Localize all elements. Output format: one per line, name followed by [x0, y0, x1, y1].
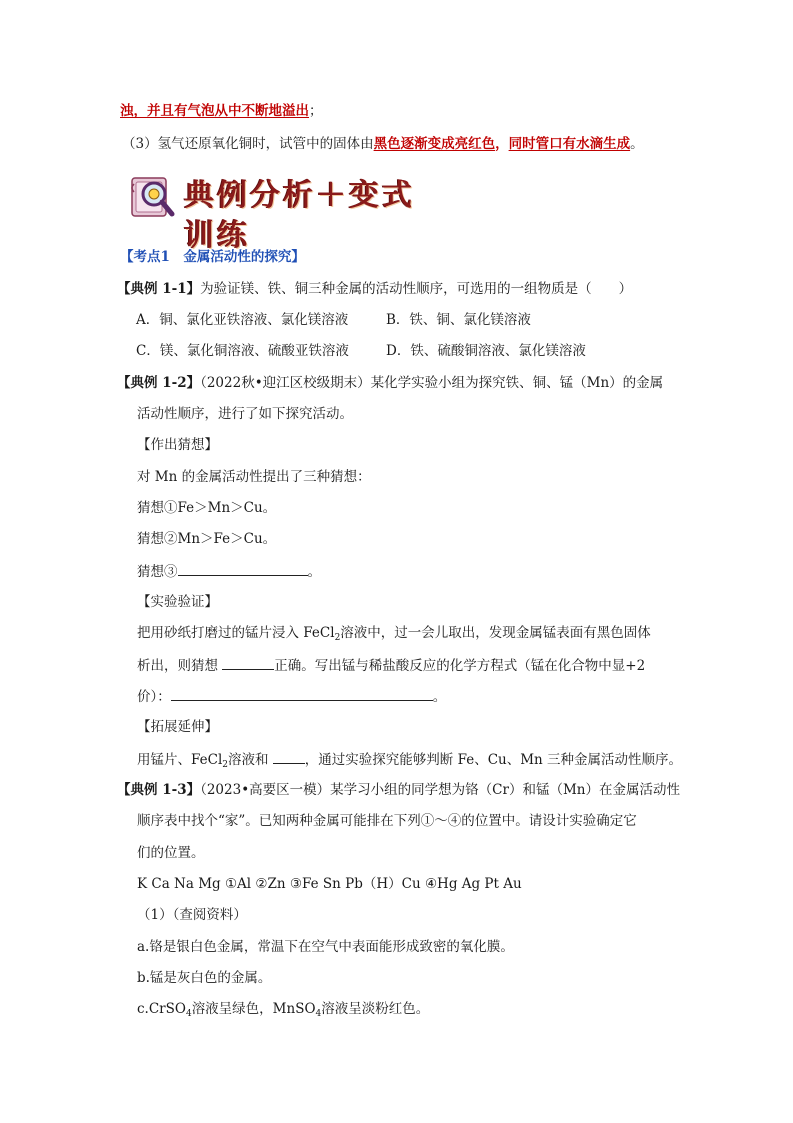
hypothesis-intro: 对 Mn 的金属活动性提出了三种猜想：: [137, 469, 371, 485]
heading-hypothesis: 【作出猜想】: [137, 437, 218, 453]
example-label: 【典例 1-3】: [117, 782, 201, 798]
option-d: D．铁、硫酸铜溶液、氯化镁溶液: [386, 343, 586, 359]
hypothesis-3: 猜想③ 。: [137, 561, 321, 582]
example-1-3-line-1: 【典例 1-3】（2023•高要区一模）某学习小组的同学想为铬（Cr）和锰（Mn）在金属活动性: [117, 782, 680, 798]
intro-line-2: （3）氢气还原氧化铜时，试管中的固体由黑色逐渐变成亮红色，同时管口有水滴生成。: [122, 136, 644, 152]
example-label: 【典例 1-2】: [117, 375, 201, 391]
heading-verification: 【实验验证】: [137, 594, 218, 610]
activity-series: K Ca Na Mg ①Al ②Zn ③Fe Sn Pb（H）Cu ④Hg Ag Pt Au: [137, 876, 522, 892]
subquestion-1: （1）（查阅资料）: [137, 907, 247, 923]
magnifier-book-icon: [128, 172, 178, 220]
example-1-1-question: 【典例 1-1】为验证镁、铁、铜三种金属的活动性顺序，可选用的一组物质是（ ）: [117, 281, 633, 297]
section-banner: [128, 172, 438, 253]
verification-line-1: 把用砂纸打磨过的锰片浸入 FeCl$_2$溶液中，过一会儿取出，发现金属锰表面有黑色固体: [137, 625, 651, 643]
answer-blank[interactable]: [273, 749, 305, 764]
info-b: b.锰是灰白色的金属。: [137, 970, 272, 986]
section-title: 【考点1 金属活动性的探究】: [120, 249, 305, 265]
extension-line: 用锰片、FeCl$_2$溶液和 ，通过实验探究能够判断 Fe、Cu、Mn 三种金属活动性顺序。: [137, 749, 682, 770]
verification-line-3: 价）： 。: [137, 686, 446, 707]
example-1-3-line-2: 顺序表中找个“家”。已知两种金属可能排在下列①～④的位置中。请设计实验确定它: [137, 813, 637, 829]
info-a: a.铬是银白色金属，常温下在空气中表面能形成致密的氧化膜。: [137, 939, 514, 955]
hypothesis-2: 猜想②Mn＞Fe＞Cu。: [137, 531, 277, 547]
answer-blank[interactable]: [222, 655, 274, 670]
heading-extension: 【拓展延伸】: [137, 719, 218, 735]
answer-blank[interactable]: [178, 561, 308, 576]
example-1-3-line-3: 们的位置。: [137, 845, 205, 861]
option-c: C．镁、氯化铜溶液、硫酸亚铁溶液: [136, 343, 349, 359]
option-b: B．铁、铜、氯化镁溶液: [386, 312, 531, 328]
info-c: c.CrSO$_4$溶液呈绿色，MnSO$_4$溶液呈淡粉红色。: [137, 1001, 430, 1019]
option-a: A．铜、氯化亚铁溶液、氯化镁溶液: [136, 312, 349, 328]
example-1-2-line-2: 活动性顺序，进行了如下探究活动。: [137, 406, 353, 422]
intro-answer-3: 同时管口有水滴生成: [508, 136, 631, 152]
intro-answer-1: 浊，并且有气泡从中不断地溢出: [120, 103, 309, 119]
intro-line-1: 浊，并且有气泡从中不断地溢出；: [120, 103, 323, 119]
hypothesis-1: 猜想①Fe＞Mn＞Cu。: [137, 500, 277, 516]
answer-blank[interactable]: [171, 686, 433, 701]
banner-title: 典例分析＋变式训练: [184, 178, 415, 253]
verification-line-2: 析出，则猜想 正确。写出锰与稀盐酸反应的化学方程式（锰在化合物中显+2: [137, 655, 645, 676]
example-label: 【典例 1-1】: [117, 281, 201, 297]
example-1-2-line-1: 【典例 1-2】（2022秋•迎江区校级期末）某化学实验小组为探究铁、铜、锰（Mn）的金属: [117, 375, 664, 391]
intro-answer-2: 黑色逐渐变成亮红色: [373, 136, 496, 152]
